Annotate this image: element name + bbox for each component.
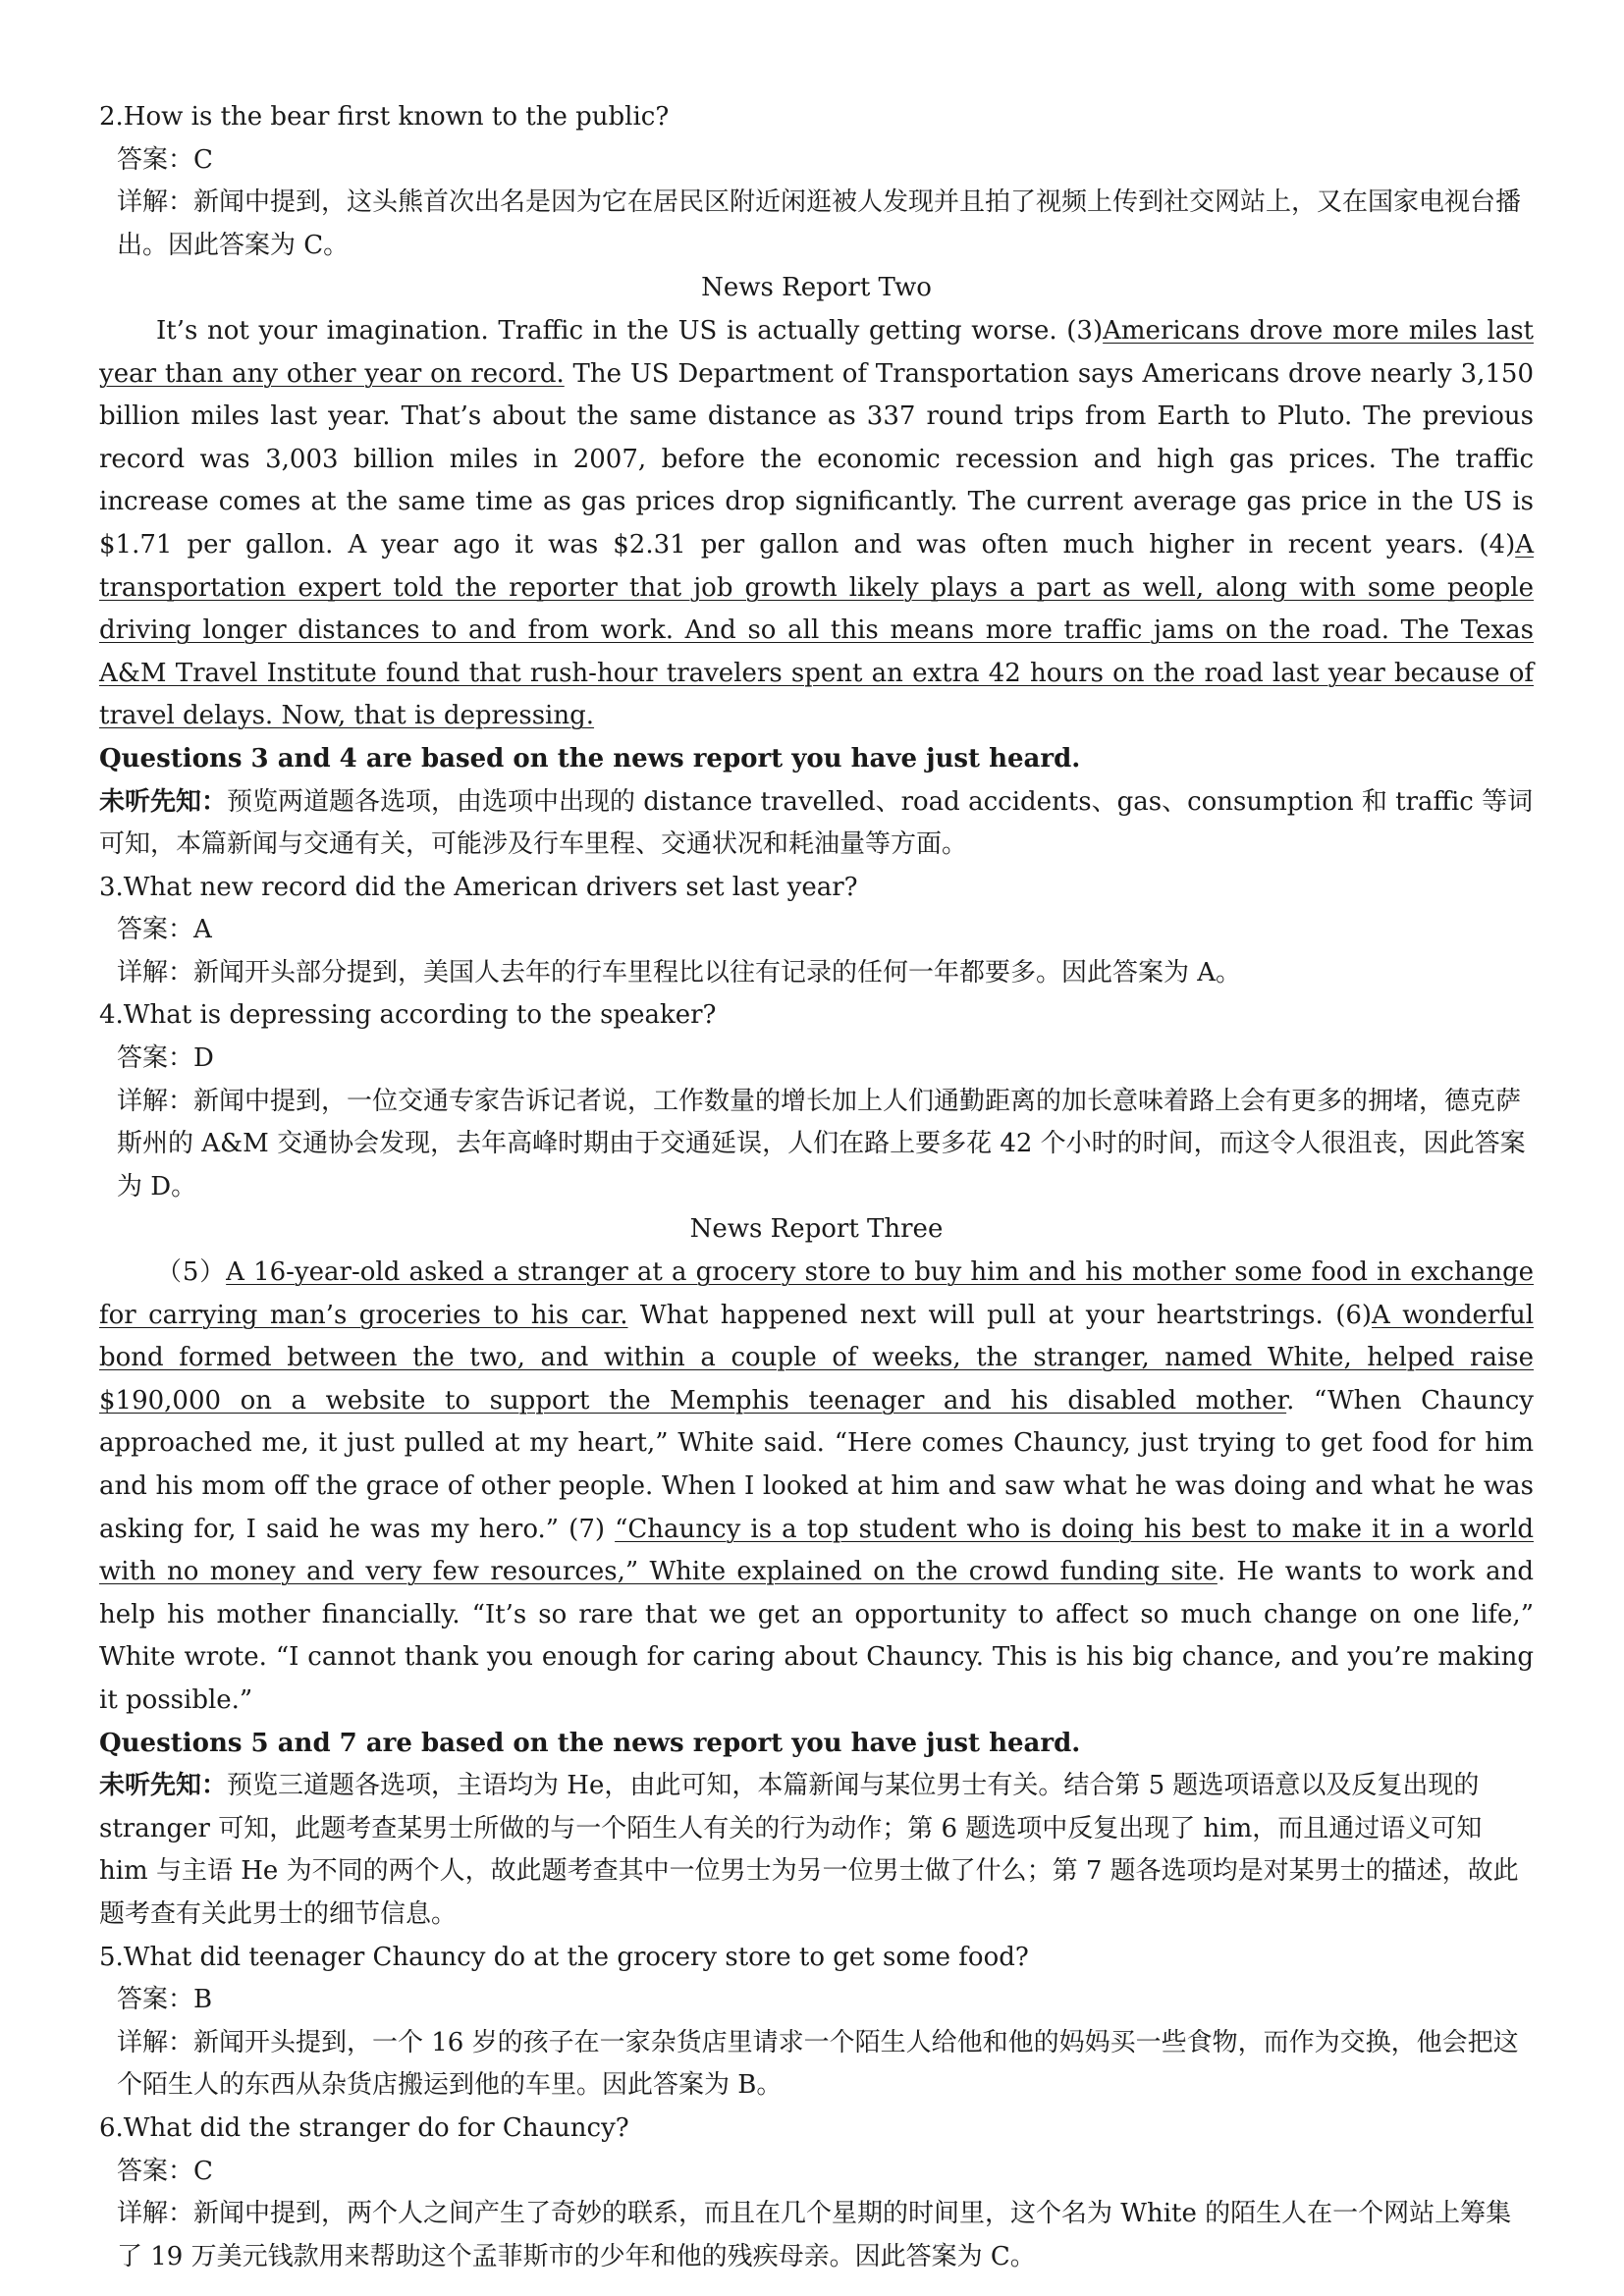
preview-text: 预览三道题各选项，主语均为 He，由此可知，本篇新闻与某位男士有关。结合第 5 题选项语意以及反复出现的 stranger 可知，此题考查某男士所做的与一个陌生人有关的行为动作；第 6 题选项中反复出现了 him，而且通过语义可知 him 与主语 He 为不同的两个人，故此题考查其中一位男士为另一位男士做了什么；第 7 题各选项均是对某男士的描述，故此题考查有关此男士的细节信息。	[99, 1771, 1519, 1929]
report-three-text-4: . He wants to work and help his mother financially. “It’s so rare that we get an opportunity to affect so much change on one life,” White wrote. “I cannot thank you enough for caring about Chauncy. This is his big chance, and you’re making it possible.”	[99, 1557, 1534, 1715]
report-two-text-1: It’s not your imagination. Traffic in the US is actually getting worse. (3)	[156, 315, 1104, 346]
question-3: 3.What new record did the American drivers set last year?	[99, 872, 858, 902]
preview-text: 预览两道题各选项，由选项中出现的 distance travelled、road accidents、gas、consumption 和 traffic 等词可知，本篇新闻与交通有关，可能涉及行车里程、交通状况和耗油量等方面。	[99, 786, 1534, 860]
report-two-transcript	[99, 310, 1534, 738]
explanation-4: 详解：新闻中提到，一位交通专家告诉记者说，工作数量的增长加上人们通勤距离的加长意味着路上会有更多的拥堵，德克萨斯州的 A&M 交通协会发现，去年高峰时期由于交通延误，人们在路上要多花 42 个小时的时间，而这令人很沮丧，因此答案为 D。	[117, 1086, 1526, 1201]
preview-3-4	[99, 781, 1534, 867]
explanation-2: 详解：新闻中提到，这头熊首次出名是因为它在居民区附近闲逛被人发现并且拍了视频上传到社交网站上，又在国家电视台播出。因此答案为 C。	[117, 187, 1522, 260]
report-two-underline-1: Americans drove more miles last year than any other year on record.	[99, 315, 1534, 389]
report-three-text-2: What happened next will pull at your heartstrings. (6)	[627, 1300, 1373, 1330]
report-two-text-2: The US Department of Transportation says Americans drove nearly 3,150 billion miles last year. That’s about the same distance as 337 round trips from Earth to Pluto. The previous record was 3,003 billion miles in 2007, before the economic recession and high gas prices. The traffic increase comes at the same time as gas prices drop significantly. The current average gas price in the US is $1.71 per gallon. A year ago it was $2.31 per gallon and was often much higher in recent years. (4)	[99, 358, 1534, 560]
report-three-text-1: （5）	[156, 1257, 227, 1288]
explanation-5: 详解：新闻开头提到，一个 16 岁的孩子在一家杂货店里请求一个陌生人给他和他的妈妈买一些食物，而作为交换，他会把这个陌生人的东西从杂货店搬运到他的车里。因此答案为 B。	[117, 2027, 1519, 2101]
questions-3-4-heading: Questions 3 and 4 are based on the news report you have just heard.	[99, 743, 1081, 774]
preview-5-7	[99, 1765, 1534, 1936]
report-two-underline-2: A transportation expert told the reporter that job growth likely plays a part as well, along with some people driving longer distances to and from work. And so all this means more traffic jams on the road. The Texas A&M Travel Institute found that rush-hour travelers spent an extra 42 hours on the road last year because of travel delays. Now, that is depressing.	[99, 529, 1534, 731]
answer-3: 答案：A	[117, 915, 212, 945]
explanation-3: 详解：新闻开头部分提到，美国人去年的行车里程比以往有记录的任何一年都要多。因此答案为 A。	[117, 957, 1242, 988]
report-three-title: News Report Three	[689, 1214, 944, 1245]
question-4: 4.What is depressing according to the speaker?	[99, 1000, 717, 1031]
report-two-title: News Report Two	[701, 273, 932, 303]
explanation-6: 详解：新闻中提到，两个人之间产生了奇妙的联系，而且在几个星期的时间里，这个名为 White 的陌生人在一个网站上筹集了 19 万美元钱款用来帮助这个孟菲斯市的少年和他的残疾母亲。因此答案为 C。	[117, 2199, 1512, 2271]
question-6: 6.What did the stranger do for Chauncy?	[99, 2112, 629, 2143]
preview-label: 未听先知：	[99, 1771, 228, 1801]
report-three-underline-1: A 16-year-old asked a stranger at a grocery store to buy him and his mother some food in exchange for carrying man’s groceries to his car.	[99, 1257, 1534, 1330]
answer-4: 答案：D	[117, 1043, 214, 1074]
preview-label: 未听先知：	[99, 786, 228, 817]
report-three-text-3: . “When Chauncy approached me, it just pulled at my heart,” White said. “Here comes Chauncy, just trying to get food for him and his mom off the grace of other people. When I looked at him and saw what he was doing and what he was asking for, I said he was my hero.” (7)	[99, 1385, 1534, 1544]
report-three-underline-2: A wonderful bond formed between the two, and within a couple of weeks, the stranger, named White, helped raise $190,000 on a website to support the Memphis teenager and his disabled mother	[99, 1300, 1535, 1415]
question-5: 5.What did teenager Chauncy do at the grocery store to get some food?	[99, 1942, 1029, 1972]
report-three-underline-3: “Chauncy is a top student who is doing his best to make it in a world with no money and very few resources,” White explained on the crowd funding site	[99, 1514, 1534, 1587]
answer-6: 答案：C	[117, 2156, 213, 2186]
questions-5-7-heading: Questions 5 and 7 are based on the news report you have just heard.	[99, 1728, 1081, 1758]
question-2: 2.How is the bear first known to the public?	[99, 102, 670, 132]
answer-5: 答案：B	[117, 1985, 213, 2015]
report-three-transcript	[99, 1252, 1534, 1723]
answer-2: 答案：C	[117, 144, 213, 175]
